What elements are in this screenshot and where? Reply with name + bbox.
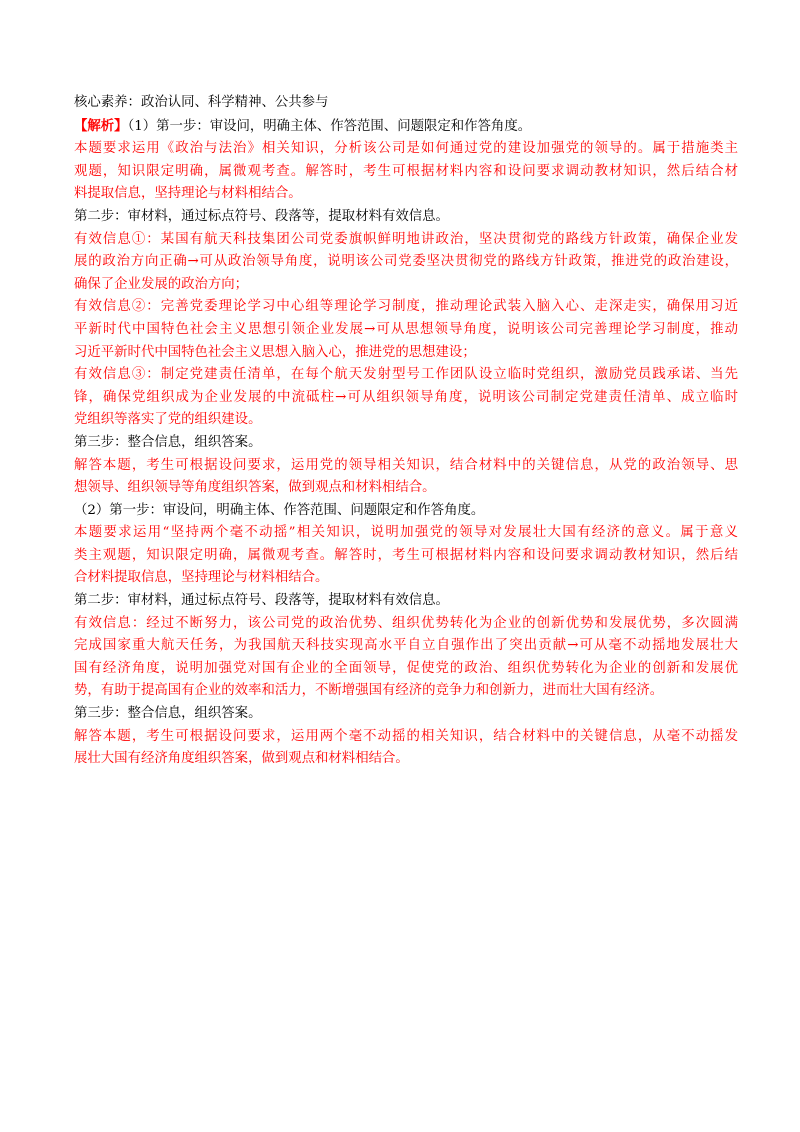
analysis-first-step: （1）第一步：审设问，明确主体、作答范围、问题限定和作答角度。 [127, 118, 532, 134]
text-line: 有效信息：经过不断努力，该公司党的政治优势、组织优势转化为企业的创新优势和发展优势，多次圆满 [74, 615, 738, 631]
text-line: 有效信息③：制定党建责任清单，在每个航天发射型号工作团队设立临时党组织，激励党员践承诺、当先 [74, 367, 738, 383]
text-line: 观题，知识限定明确，属微观考查。解答时，考生可根据材料内容和设问要求调动教材知识，然后结合材 [74, 163, 738, 179]
analysis-label: 【解析】 [74, 117, 128, 134]
text-line: 合材料提取信息，坚持理论与材料相结合。 [74, 570, 329, 586]
text-line: 解答本题，考生可根据设问要求，运用两个毫不动摇的相关知识，结合材料中的关键信息，从毫不动摇发 [74, 728, 738, 744]
text-line: 第二步：审材料，通过标点符号、段落等，提取材料有效信息。 [74, 593, 449, 609]
text-line: 习近平新时代中国特色社会主义思想入脑入心，推进党的思想建设； [74, 344, 476, 360]
text-line: 平新时代中国特色社会主义思想引领企业发展→可从思想领导角度，说明该公司完善理论学习制度，推动 [74, 321, 738, 337]
text-line: 展的政治方向正确→可从政治领导角度，说明该公司党委坚决贯彻党的路线方针政策，推进党的政治建设， [74, 254, 738, 270]
text-line: 势，有助于提高国有企业的效率和活力，不断增强国有经济的竞争力和创新力，进而壮大国有经济。 [74, 683, 664, 699]
analysis-heading-line [74, 115, 738, 139]
core-literacy-line: 核心素养：政治认同、科学精神、公共参与 [74, 95, 329, 110]
text-line: 国有经济角度，说明加强党对国有企业的全面领导，促使党的政治、组织优势转化为企业的创新和发展优 [74, 660, 738, 676]
text-line: 类主观题，知识限定明确，属微观考查。解答时，考生可根据材料内容和设问要求调动教材知识，然后结 [74, 547, 738, 563]
text-line: 本题要求运用“坚持两个毫不动摇”相关知识，说明加强党的领导对发展壮大国有经济的意义。属于意义 [74, 525, 738, 541]
text-line: 第三步：整合信息，组织答案。 [74, 434, 262, 450]
text-line: 确保了企业发展的政治方向； [74, 276, 249, 292]
document-page [74, 92, 738, 771]
text-line: 有效信息①：某国有航天科技集团公司党委旗帜鲜明地讲政治，坚决贯彻党的路线方针政策，确保企业发 [74, 231, 738, 247]
text-line: 料提取信息，坚持理论与材料相结合。 [74, 186, 302, 202]
text-line: 完成国家重大航天任务，为我国航天科技实现高水平自立自强作出了突出贡献→可从毫不动摇地发展壮大 [74, 638, 738, 654]
text-line: 解答本题，考生可根据设问要求，运用党的领导相关知识，结合材料中的关键信息，从党的政治领导、思 [74, 457, 738, 473]
text-line: 本题要求运用《政治与法治》相关知识，分析该公司是如何通过党的建设加强党的领导的。属于措施类主 [74, 141, 738, 157]
text-line: 第二步：审材料，通过标点符号、段落等，提取材料有效信息。 [74, 208, 449, 224]
text-line: 第三步：整合信息，组织答案。 [74, 706, 262, 722]
text-line: 有效信息②：完善党委理论学习中心组等理论学习制度，推动理论武装入脑入心、走深走实，确保用习近 [74, 299, 738, 315]
text-line: 展壮大国有经济角度组织答案，做到观点和材料相结合。 [74, 751, 409, 767]
text-line: （2）第一步：审设问，明确主体、作答范围、问题限定和作答角度。 [74, 502, 485, 518]
text-line: 党组织等落实了党的组织建设。 [74, 412, 262, 428]
text-line: 想领导、组织领导等角度组织答案，做到观点和材料相结合。 [74, 480, 436, 496]
text-line: 锋，确保党组织成为企业发展的中流砥柱→可从组织领导角度，说明该公司制定党建责任清单、成立临时 [74, 389, 738, 405]
